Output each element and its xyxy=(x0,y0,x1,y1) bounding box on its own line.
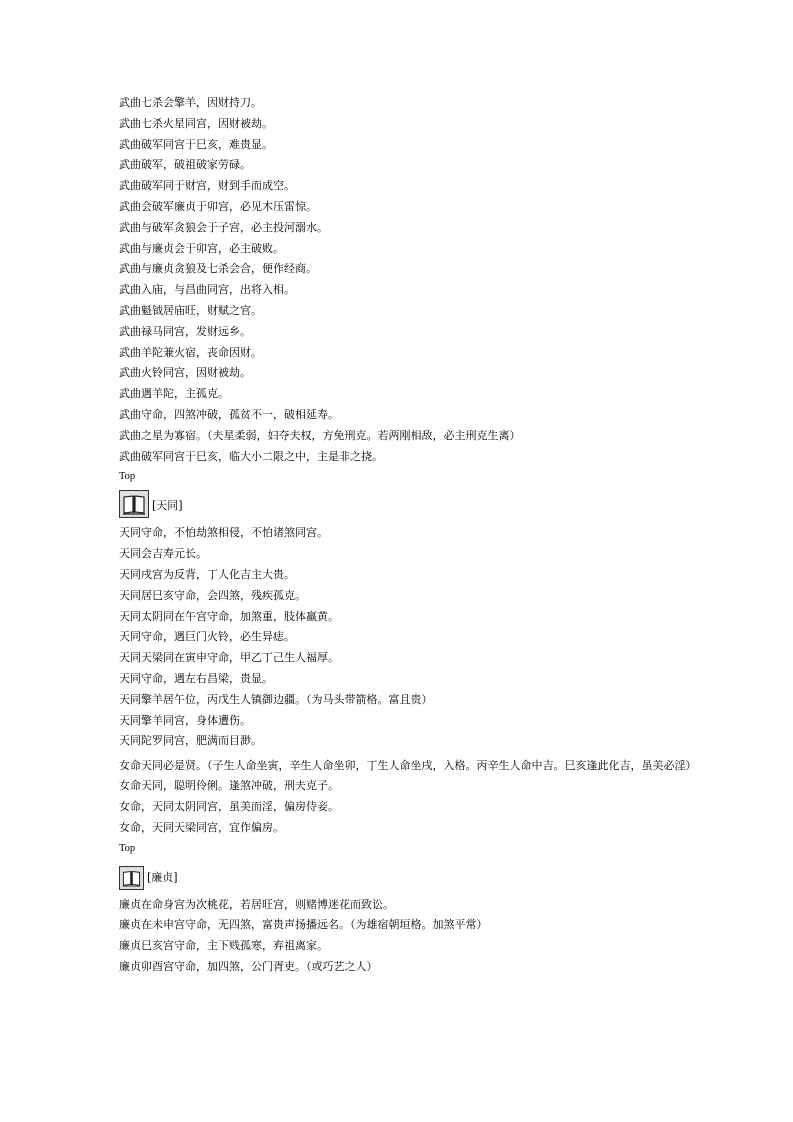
top-link[interactable]: Top xyxy=(119,842,136,854)
text-line: 武曲之星为寡宿。（夫星柔弱，妇夺夫权，方免刑克。若两刚相敌，必主刑克生离） xyxy=(119,428,521,442)
text-line: 武曲守命，四煞冲破，孤贫不一，破相延寿。 xyxy=(119,407,339,421)
text-line: 武曲破军同于财宫，财到手而成空。 xyxy=(119,179,295,193)
text-line: 天同会吉寿元长。 xyxy=(119,547,207,561)
text-line: 天同陀罗同宫，肥满而目渺。 xyxy=(119,734,262,748)
top-link[interactable]: Top xyxy=(119,471,136,483)
section-tiantong xyxy=(119,526,709,834)
text-line: 女命天同必是贤。（子生人命坐寅，辛生人命坐卯，丁生人命坐戌，入格。丙辛生人命中吉。巳亥逢此化吉，虽美必淫） xyxy=(119,759,697,773)
document-page xyxy=(119,96,709,981)
text-line: 女命，天同太阴同宫，虽美而淫，偏房侍妾。 xyxy=(119,799,339,813)
text-line: 廉贞在未申宫守命，无四煞，富贵声扬播远名。（为雄宿朝垣格。加煞平常） xyxy=(119,918,488,932)
text-line: 武曲火铃同宫，因财被劫。 xyxy=(119,366,251,380)
text-line: 天同守命，遇左右昌梁，贵显。 xyxy=(119,671,273,685)
text-line: 廉贞巳亥宫守命，主下贱孤寒，弃祖离家。 xyxy=(119,939,328,953)
text-line: 女命，天同天梁同宫，宜作偏房。 xyxy=(119,820,284,834)
section-title: [廉贞] xyxy=(147,870,178,884)
text-line: 天同戌宫为反背，丁人化吉主大贵。 xyxy=(119,567,295,581)
text-line: 天同守命，不怕劫煞相侵，不怕诸煞同宫。 xyxy=(119,526,328,540)
text-line: 廉贞卯酉宫守命，加四煞，公门胥吏。（或巧艺之人） xyxy=(119,959,378,973)
book-icon[interactable] xyxy=(119,866,144,890)
text-line: 武曲破军同宫于巳亥，临大小二限之中，主是非之挠。 xyxy=(119,449,383,463)
text-line: 武曲与廉贞贪狼及七杀会合，便作经商。 xyxy=(119,262,317,276)
text-line: 武曲遇羊陀，主孤克。 xyxy=(119,387,229,401)
text-line: 天同天梁同在寅申守命，甲乙丁己生人福厚。 xyxy=(119,651,339,665)
text-line: 廉贞在命身宫为次桃花，若居旺宫，则赌博迷花而致讼。 xyxy=(119,897,394,911)
text-line: 天同擎羊居午位，丙戊生人镇御边疆。（为马头带箭格。富且贵） xyxy=(119,692,433,706)
text-line: 天同擎羊同宫，身体遭伤。 xyxy=(119,713,251,727)
text-line: 天同居巳亥守命，会四煞，残疾孤克。 xyxy=(119,588,306,602)
text-line: 武曲七杀火星同宫，因财被劫。 xyxy=(119,116,273,130)
text-line: 武曲羊陀兼火宿，丧命因财。 xyxy=(119,345,262,359)
text-line: 武曲禄马同宫，发财远乡。 xyxy=(119,324,251,338)
text-line: 武曲会破军廉贞于卯宫，必见木压雷惊。 xyxy=(119,199,317,213)
section-lianzhen xyxy=(119,898,709,974)
text-line: 武曲与廉贞会于卯宫，必主破败。 xyxy=(119,241,284,255)
text-line: 武曲七杀会擎羊，因财持刀。 xyxy=(119,96,262,109)
text-line: 天同守命，遇巨门火铃，必生异痣。 xyxy=(119,630,295,644)
section-header-tiantong xyxy=(119,488,709,518)
section-wuqu xyxy=(119,96,709,464)
text-line: 武曲入庙，与昌曲同宫，出将入相。 xyxy=(119,283,295,297)
text-line: 天同太阴同在午宫守命，加煞重，肢体羸黄。 xyxy=(119,609,339,623)
text-line: 武曲破军，破祖破家劳碌。 xyxy=(119,158,251,172)
section-header-lianzhen xyxy=(119,860,709,890)
book-icon[interactable] xyxy=(119,490,149,518)
section-title: [天同] xyxy=(152,499,183,513)
text-line: 武曲与破军贪狼会于子宫，必主投河溺水。 xyxy=(119,220,328,234)
text-line: 女命天同，聪明伶俐。逢煞冲破，刑夫克子。 xyxy=(119,779,339,793)
text-line: 武曲魁钺居庙旺，财赋之官。 xyxy=(119,303,262,317)
text-line: 武曲破军同宫于巳亥，难贵显。 xyxy=(119,137,273,151)
